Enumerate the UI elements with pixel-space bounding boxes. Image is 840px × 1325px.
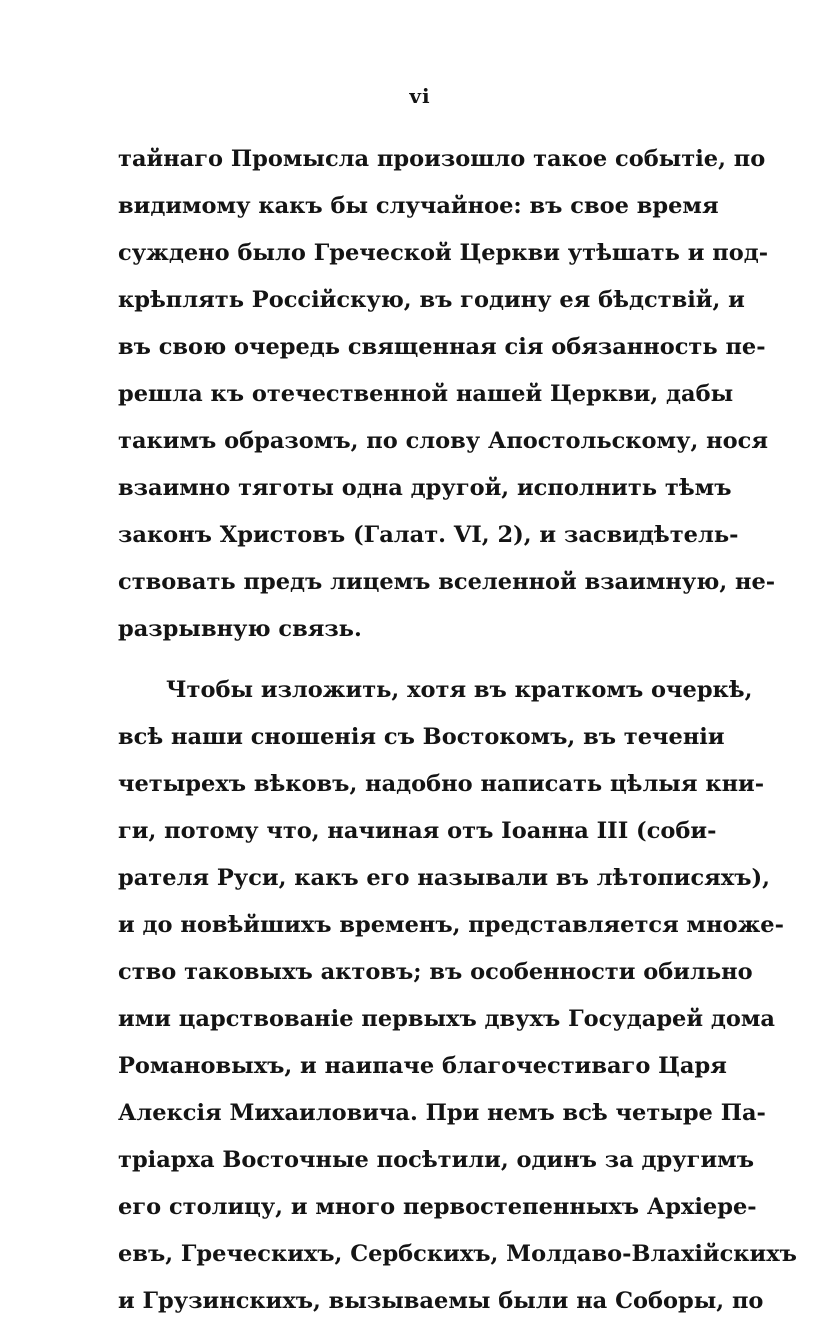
text-line: Романовыхъ, и наипаче благочестиваго Царя xyxy=(118,1053,727,1079)
text-line: тріарха Восточные посѣтили, одинъ за другимъ xyxy=(118,1147,754,1173)
paragraph-2 xyxy=(118,667,797,1325)
text-line: всѣ наши сношенія съ Востокомъ, въ теченіи xyxy=(118,724,725,750)
paragraph-1 xyxy=(118,136,776,653)
text-line: Чтобы изложить, хотя въ краткомъ очеркѣ, xyxy=(166,677,753,703)
text-line: ствовать предъ лицемъ вселенной взаимную, не- xyxy=(118,569,776,595)
text-line: евъ, Греческихъ, Сербскихъ, Молдаво-Влахійскихъ xyxy=(118,1241,797,1267)
text-line: ими царствованіе первыхъ двухъ Государей дома xyxy=(118,1006,776,1032)
text-line: крѣплять Россійскую, въ годину ея бѣдствій, и xyxy=(118,287,745,313)
text-line: четырехъ вѣковъ, надобно написать цѣлыя кни- xyxy=(118,771,765,797)
text-line: взаимно тяготы одна другой, исполнить тѣмъ xyxy=(118,475,732,501)
text-line: Алексія Михаиловича. При немъ всѣ четыре Па- xyxy=(118,1100,766,1126)
text-line: видимому какъ бы случайное: въ свое время xyxy=(118,193,719,219)
page-number: vi xyxy=(409,84,431,108)
text-line: и Грузинскихъ, вызываемы были на Соборы, по xyxy=(118,1288,764,1314)
text-line: законъ Христовъ (Галат. VI, 2), и засвидѣтель- xyxy=(118,522,739,548)
text-line: его столицу, и много первостепенныхъ Архіере- xyxy=(118,1194,757,1220)
paragraph-gap xyxy=(118,653,696,667)
text-line: въ свою очередь священная сія обязанность пе- xyxy=(118,334,766,360)
text-line: и до новѣйшихъ временъ, представляется множе- xyxy=(118,912,784,938)
text-line: суждено было Греческой Церкви утѣшать и под- xyxy=(118,240,769,266)
body-text xyxy=(118,136,797,1325)
text-line: рателя Руси, какъ его называли въ лѣтописяхъ), xyxy=(118,865,770,891)
text-line: решла къ отечественной нашей Церкви, дабы xyxy=(118,381,734,407)
text-line: разрывную связь. xyxy=(118,616,362,642)
text-line: ство таковыхъ актовъ; въ особенности обильно xyxy=(118,959,753,985)
text-line: такимъ образомъ, по слову Апостольскому, нося xyxy=(118,428,768,454)
text-line: ги, потому что, начиная отъ Іоанна III (соби- xyxy=(118,818,717,844)
text-line: тайнаго Промысла произошло такое событіе, по xyxy=(118,146,766,172)
